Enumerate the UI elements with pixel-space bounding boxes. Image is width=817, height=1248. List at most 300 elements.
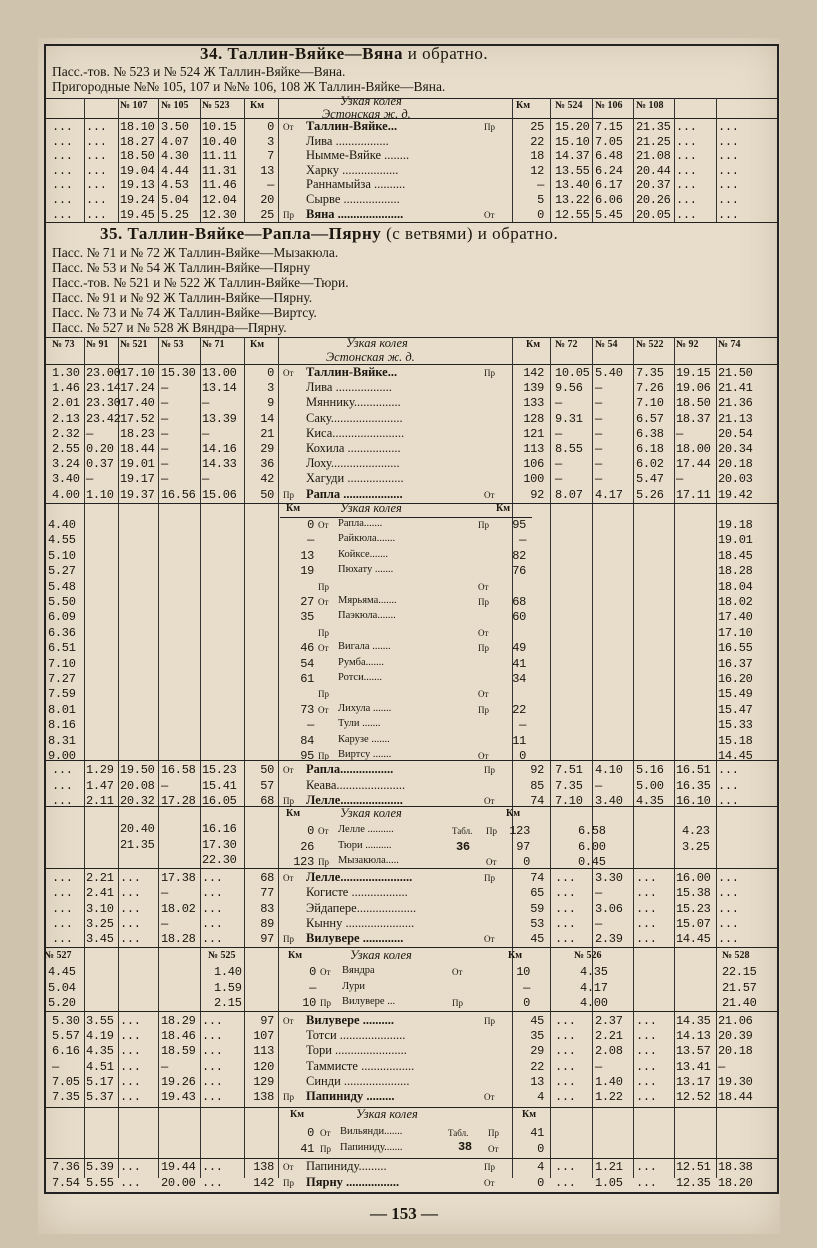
s35-b1-left-time: 2.32 [52,426,80,441]
s35-n1-station: Пюхату ....... [338,564,394,576]
s35-b2-left-time: ... [52,763,73,777]
s35-n1-km: — [307,533,314,548]
s35-b4-left-time: 5.17 [86,1074,114,1089]
s35-b2-right-time: 4.35 [636,794,664,808]
s35-n1-km: 13 [300,548,314,563]
s34-left-time: 11.31 [202,163,237,178]
s34-left-time: 4.30 [161,149,189,164]
s35-b1-right-time: 6.18 [636,442,664,456]
s35-b2-left-time: 17.28 [161,794,196,808]
s35-n1-left-time: 5.50 [48,595,76,609]
s35-b1-right-time: 8.55 [555,442,583,456]
s35-b4-marker-right: От [484,1092,495,1102]
s35-b3-station-name: Эйдапере................... [306,900,417,915]
section-34-title [200,44,488,64]
s35-n1-marker-right: От [478,581,489,592]
s34-left-time: 19.45 [120,207,155,222]
s35-b1-left-time: — [202,396,209,411]
s35-n1-station: Вигала ....... [338,641,391,653]
s35-b1-right-time: 5.26 [636,487,664,502]
s34-right-time: 13.40 [555,178,590,193]
s35-b3-km-right: 53 [530,916,544,931]
s35-b5-right-time: ... [555,1160,576,1174]
s35-n3-left-header-527: № 527 [44,950,72,961]
s34-station-name: Вяна ..................... [306,206,404,221]
s35-b1-left-time: 3.24 [52,457,80,472]
s35-n1-km-right: 68 [512,595,526,609]
s35-b4-km-right: 29 [530,1044,544,1059]
s35-b4-right-time: ... [636,1044,657,1059]
s35-b1-right-time: 8.07 [555,487,583,502]
s35-b2-right-time: 4.10 [595,763,623,777]
s35-b2-km-left: 50 [260,763,274,777]
s35-n4-table-ref-label: Табл. [448,1128,469,1138]
s35-n1-station: Райкюла....... [338,533,396,545]
s35-n3-rule [44,1011,779,1012]
s35-b4-right-time: ... [555,1074,576,1089]
s35-b1-marker-right: От [484,489,495,500]
s35-b3-km-left: 77 [260,886,274,901]
s35-b1-left-time: 2.55 [52,442,80,456]
s35-b2-left-time: 16.05 [202,794,237,808]
s35-b2-right-time: ... [718,778,739,793]
s35-n4-km-right: 0 [537,1141,544,1156]
s35-left-train-header: № 73 [52,339,75,350]
s35-b1-right-time: 18.50 [676,396,711,411]
s35-b3-left-time: — [161,916,168,931]
s34-marker-right: Пр [484,122,495,132]
s34-right-time: ... [718,178,739,193]
s35-n1-left-time: 6.36 [48,625,76,640]
s34-right-time: 12.55 [555,207,590,222]
s35-b1-left-time: 23.42 [86,411,121,426]
s35-b5-left-time: 20.00 [161,1176,196,1190]
s35-b3-left-time: 2.21 [86,871,114,885]
s35-n1-left-time: 7.10 [48,656,76,671]
s35-b5-left-time: 19.44 [161,1160,196,1174]
s35-b2-right-time: 5.00 [636,778,664,793]
s35-n3-station: Вяндра [342,965,375,976]
s35-n3-right-header-526: № 526 [574,950,602,961]
s34-column-rule [550,98,551,222]
s35-n1-km: 0 [307,518,314,532]
s35-b1-left-time: — [86,472,93,487]
s35-b1-station-name: Хагуди .................. [306,471,404,486]
s35-b5-left-time: 5.39 [86,1160,114,1174]
s35-b2-left-time: 1.47 [86,778,114,793]
s35-b4-station-name: Папиниду ......... [306,1089,395,1103]
s34-left-time: 11.11 [202,149,237,164]
s35-b4-right-time: 1.40 [595,1074,623,1089]
s35-b1-left-time: 18.44 [120,442,155,456]
s35-b1-left-time: — [161,426,168,441]
s35-b1-right-time: 19.42 [718,487,753,502]
s34-km-left: 25 [260,207,274,222]
s35-b1-left-time: 23.30 [86,396,121,411]
s34-column-rule [118,98,119,222]
s34-km-right: 25 [530,120,544,134]
s35-b3-marker-left: Пр [283,934,294,945]
s34-right-time: ... [676,134,697,149]
s34-right-time: 5.45 [595,207,623,222]
s34-left-train-header: № 523 [202,100,230,111]
s34-km-right: 12 [530,163,544,178]
s35-b1-left-time: 23.14 [86,381,121,396]
s35-n2-km-right: 97 [516,839,530,854]
s35-b4-km-right: 13 [530,1074,544,1089]
s35-b1-left-time: — [202,426,209,441]
s35-b4-right-time: ... [636,1090,657,1104]
s35-column-rule [633,337,634,1178]
s35-b3-right-time: ... [555,886,576,901]
s35-n4-marker-right: Пр [488,1128,499,1138]
s34-station-name: Сырве .................. [306,192,400,206]
s35-b4-left-time: ... [120,1059,141,1074]
s35-n2-km-header: Км [286,808,301,819]
s35-b2-right-time: 7.35 [555,778,583,793]
s35-b4-right-time: ... [555,1090,576,1104]
s34-right-time: 6.06 [595,193,623,207]
s35-n1-left-time: 6.51 [48,641,76,656]
s35-b1-right-time: 5.47 [636,472,664,487]
s35-b4-left-time: ... [202,1014,223,1028]
s34-header-rule-bottom [44,118,779,119]
s35-b4-right-time: ... [636,1029,657,1044]
s35-b4-right-time: — [718,1059,725,1074]
s35-b3-station-name: Лелле....................... [306,870,413,884]
s35-left-train-header: № 71 [202,339,225,350]
s34-right-time: ... [676,178,697,193]
s35-left-km-header: Км [250,339,265,350]
s34-column-rule [278,98,279,222]
s35-b1-left-time: 13.39 [202,411,237,426]
s35-b1-left-time: 15.30 [161,366,196,380]
s35-b1-right-time: 9.56 [555,381,583,396]
s35-n1-km-right: 82 [512,548,526,563]
s35-b1-right-time: 6.57 [636,411,664,426]
s35-column-rule [674,337,675,1178]
s35-b2-marker-left: Пр [283,796,294,806]
s35-n4-marker: От [320,1128,331,1138]
s35-b3-left-time: ... [120,886,141,901]
s35-n4-km-header: Км [290,1109,305,1120]
s35-n1-left-time: 9.00 [48,749,76,763]
s34-station-name: Таллин-Вяйке... [306,119,398,133]
s35-b1-left-time: 15.06 [202,487,237,502]
s35-b2-left-time: 19.50 [120,763,155,777]
s35-n1-right-time: 15.33 [718,718,753,733]
s35-b2-left-time: ... [52,778,73,793]
s35-n2-marker-right: Пр [486,826,497,836]
s35-b1-left-time: 13.14 [202,381,237,396]
s35-n2-km-right: 0 [523,855,530,870]
s34-station-name: Лива ................. [306,133,389,148]
s35-n2-km-right: 123 [509,824,530,838]
s35-b3-left-time: ... [120,871,141,885]
s35-n1-station: Виртсу ....... [338,749,392,760]
s35-left-train-header: № 91 [86,339,109,350]
s35-n2-table-ref-label: Табл. [452,826,473,836]
s34-left-time: ... [86,207,107,222]
s35-b3-right-time: ... [718,901,739,916]
s34-left-time: 11.46 [202,178,237,193]
s35-n1-km-header: Км [286,503,301,514]
s35-b1-right-time: 7.26 [636,381,664,396]
s35-right-train-header: № 72 [555,339,578,350]
s35-n3-km: — [309,980,316,995]
s34-station-name: Нымме-Вяйке ........ [306,148,410,163]
s35-b5-station-name: Пярну ................. [306,1175,400,1189]
s34-left-time: ... [52,120,73,134]
s35-n1-marker-right: Пр [478,704,489,715]
s35-b2-right-time: 7.51 [555,763,583,777]
s35-b3-right-time: 15.38 [676,886,711,901]
s35-b1-left-time: — [161,411,168,426]
s35-b5-km-right: 4 [537,1160,544,1174]
s34-left-time: 4.44 [161,163,189,178]
s35-left-train-header: № 521 [120,339,148,350]
s35-b5-marker-right: Пр [484,1162,495,1172]
s35-b5-right-time: 1.05 [595,1176,623,1190]
s34-right-time: 20.37 [636,178,671,193]
s34-right-km-header: Км [516,100,531,111]
s35-b3-left-time: ... [52,901,73,916]
s35-n3-left-525: 2.15 [214,996,242,1011]
s34-column-rule [158,98,159,222]
s35-column-rule [200,337,201,1178]
s35-b3-right-time: ... [718,932,739,947]
s35-n2-marker: Пр [318,857,329,868]
s34-right-time: 21.25 [636,134,671,149]
s34-left-time: ... [86,178,107,193]
s35-b2-km-left: 68 [260,794,274,808]
s35-column-rule [158,337,159,1178]
s35-b1-marker-right: Пр [484,368,495,378]
s35-column-rule [716,337,717,1178]
s35-n2-left-71: 22.30 [202,853,237,868]
s35-n1-right-time: 18.45 [718,548,753,563]
s35-n1-km-right: 22 [512,702,526,717]
s35-n1-km-header-right: Км [496,503,511,514]
s35-b4-left-time: 5.30 [52,1014,80,1028]
s35-b4-station-name: Тотси ..................... [306,1028,406,1043]
s34-right-time: 6.17 [595,178,623,193]
s35-b1-right-time: — [595,411,602,426]
s34-km-left: 20 [260,193,274,207]
s34-right-time: ... [718,207,739,222]
s35-n1-marker: От [318,597,329,607]
s35-n1-marker-right: От [478,751,489,761]
s34-right-time: 15.20 [555,120,590,134]
s35-b1-left-time: — [161,396,168,411]
s35-b3-km-right: 45 [530,932,544,947]
s35-b1-right-time: — [595,426,602,441]
s35-b3-left-time: ... [120,901,141,916]
s35-n3-km: 0 [309,965,316,979]
s35-b1-right-time: — [595,457,602,472]
s34-right-time: 21.08 [636,149,671,164]
s35-b3-left-time: 3.25 [86,916,114,931]
s35-b3-left-time: 3.10 [86,901,114,916]
s35-n1-header-rule [280,517,532,518]
s35-b1-left-time: 14.33 [202,457,237,472]
s35-n1-right-time: 19.18 [718,518,753,532]
s35-n1-right-time: 16.20 [718,672,753,686]
s35-n2-left-521: 21.35 [120,837,155,852]
s35-b4-left-time: ... [120,1029,141,1044]
s35-b3-marker-right: Пр [484,873,495,883]
s35-b2-right-time: 16.35 [676,778,711,793]
s34-right-time: ... [676,193,697,207]
s35-b4-km-left: 129 [253,1074,274,1089]
s35-b2-marker-left: От [283,765,294,775]
s35-n1-station: Тули ....... [338,718,381,730]
s34-right-time: 21.35 [636,120,671,134]
s34-right-time: 14.37 [555,149,590,164]
s35-b5-station-name: Папиниду......... [306,1159,387,1173]
s35-n1-left-time: 5.27 [48,564,76,579]
s35-b4-left-time: ... [120,1044,141,1059]
s35-n1-left-time: 6.09 [48,610,76,625]
s35-n1-marker: От [318,704,329,715]
s35-b3-left-time: 18.28 [161,932,196,947]
s35-n1-left-time: 5.10 [48,548,76,563]
s34-km-right: 18 [530,149,544,164]
s34-left-time: 12.30 [202,207,237,222]
s35-b4-left-time: — [161,1059,168,1074]
s34-left-time: 3.50 [161,120,189,134]
s35-b1-left-time: — [161,381,168,396]
s35-b2-station-name: Кеава...................... [306,777,406,792]
s35-n1-km: — [307,718,314,733]
s34-left-train-header: № 107 [120,100,148,111]
s35-narrow-gauge-label: Узкая колея [346,336,408,350]
s35-b4-left-time: ... [202,1074,223,1089]
s35-n3-right-526: 4.00 [580,996,608,1011]
s35-b1-right-time: 21.41 [718,381,753,396]
s35-b5-marker-left: Пр [283,1178,294,1188]
s35-b4-right-time: ... [555,1029,576,1044]
s35-right-train-header: № 522 [636,339,664,350]
s35-b1-marker-left: От [283,368,294,378]
s35-n1-right-time: 16.55 [718,641,753,656]
s35-b1-station-name: Саку....................... [306,410,403,425]
s35-b3-right-time: ... [555,901,576,916]
s35-b4-right-time: ... [636,1074,657,1089]
s34-right-train-header: № 106 [595,100,623,111]
s34-narrow-gauge-label: Узкая колея [340,94,402,108]
s35-b4-left-time: ... [120,1014,141,1028]
s34-right-train-header: № 524 [555,100,583,111]
s35-b1-right-time: — [555,426,562,441]
s35-b3-station-name: Вилувере ............. [306,931,404,946]
s34-left-time: 18.50 [120,149,155,164]
s35-b4-left-time: 4.19 [86,1029,114,1044]
s35-b5-marker-right: От [484,1178,495,1188]
s35-b2-right-time: 3.40 [595,794,623,808]
s35-b1-right-time: 5.40 [595,366,623,380]
s35-n3-station: Лури [342,980,365,992]
s35-n1-left-time: 7.27 [48,672,76,686]
s35-b3-right-time: — [595,916,602,931]
s35-b4-left-time: 5.57 [52,1029,80,1044]
s35-n1-km-right: 41 [512,656,526,671]
s35-b4-marker-left: От [283,1016,294,1026]
s35-b3-right-time: ... [555,871,576,885]
s34-left-time: 19.04 [120,163,155,178]
s35-b1-km-right: 142 [523,366,544,380]
s35-b4-km-left: 138 [253,1090,274,1104]
s35-b1-right-time: 4.17 [595,487,623,502]
s35-n2-km-header-right: Км [506,808,521,819]
s35-n3-km-right: 0 [523,996,530,1011]
s35-n3-km-right: — [523,980,530,995]
s35-b2-km-right: 85 [530,778,544,793]
s35-n1-right-time: 15.49 [718,687,753,702]
s35-b5-km-left: 142 [253,1176,274,1190]
s35-n3-km: 10 [302,996,316,1011]
s34-km-right: — [537,178,544,193]
s34-km-left: 13 [260,163,274,178]
s35-column-rule [118,337,119,1178]
s35-b1-left-time: 4.00 [52,487,80,502]
section-35-title [100,224,558,244]
s34-station-name: Раннамыйза .......... [306,177,406,192]
s35-b1-right-time: — [595,472,602,487]
section-35-info-3: Пасс.-тов. № 521 и № 522 Ж Таллин-Вяйке—Тюри. [52,275,349,290]
s35-n1-right-time: 19.01 [718,533,753,548]
s35-b1-left-time: 17.24 [120,381,155,396]
s35-b1-left-time: 0.37 [86,457,114,472]
s34-bottom-rule [44,222,779,223]
s35-n2-right-522: 4.23 [682,824,710,838]
s35-b3-left-time: ... [202,901,223,916]
s35-n1-marker-right: Пр [478,643,489,654]
s35-b3-left-time: ... [202,916,223,931]
s35-n1-station: Лихула ....... [338,702,392,714]
section-34-info-2: Пригородные №№ 105, 107 и №№ 106, 108 Ж Таллин-Вяйке—Вяна. [52,79,446,94]
s34-column-rule [512,98,513,222]
s35-b4-right-time: 21.06 [718,1014,753,1028]
s35-n1-km-right: 34 [512,672,526,686]
s35-n3-marker-right: Пр [452,998,463,1009]
s35-n3-km-right: 10 [516,965,530,979]
s35-b4-left-time: ... [202,1059,223,1074]
s35-b2-left-time: 2.11 [86,794,114,808]
s35-n1-marker-right: Пр [478,597,489,607]
s35-b4-left-time: ... [202,1044,223,1059]
s35-n1-marker-right: От [478,689,489,700]
s35-b2-right-time: 16.51 [676,763,711,777]
s34-right-time: 20.44 [636,163,671,178]
s35-n1-km: 27 [300,595,314,609]
s34-left-time: 10.40 [202,134,237,149]
s34-right-train-header: № 108 [636,100,664,111]
s35-b5-left-time: 7.36 [52,1160,80,1174]
s34-station-name: Харку .................. [306,162,399,177]
s34-left-time: 10.15 [202,120,237,134]
s35-b2-km-right: 74 [530,794,544,808]
s35-n2-station: Мызакюла..... [338,855,399,867]
s35-b3-left-time: 2.41 [86,886,114,901]
s34-right-time: ... [676,207,697,222]
s35-b2-km-right: 92 [530,763,544,777]
s35-b2-station-name: Рапла................. [306,762,394,776]
s35-b1-right-time: 21.36 [718,396,753,411]
s35-b1-right-time: — [555,472,562,487]
s35-b3-station-name: Кынну ...................... [306,915,415,930]
s35-b1-right-time: — [676,426,683,441]
